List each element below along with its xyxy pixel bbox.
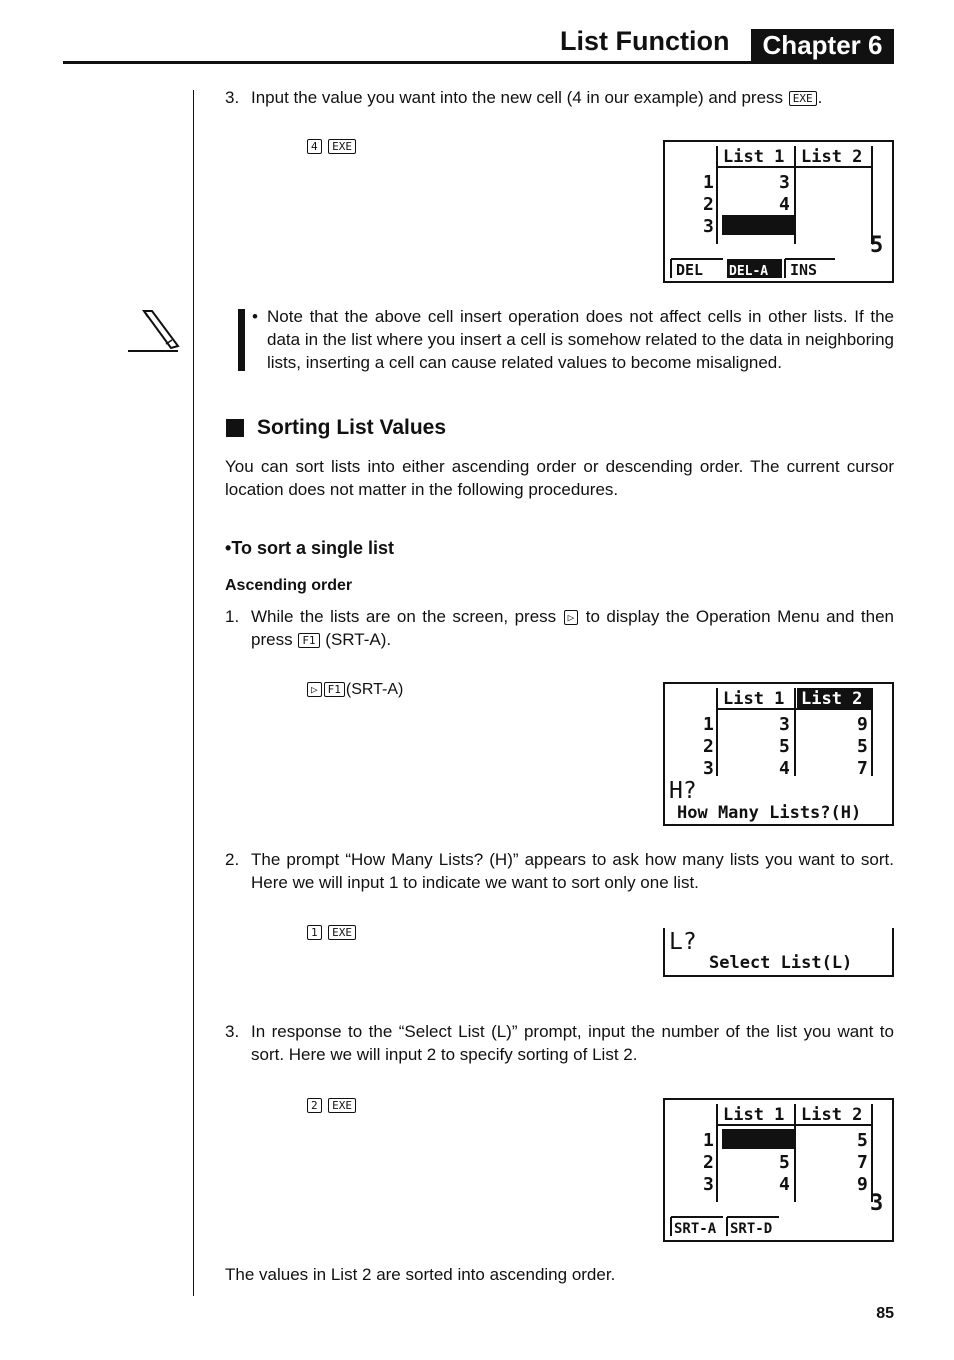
- cell-value: 5: [779, 736, 790, 757]
- exe-key-icon: EXE: [328, 139, 356, 154]
- prompt-message: Select List(L): [709, 953, 853, 973]
- page-number: 85: [876, 1305, 894, 1322]
- input-value: 3: [870, 1191, 884, 1216]
- calculator-screen-3: [663, 928, 894, 978]
- note-bullet: •: [252, 307, 258, 326]
- step-number: 3.: [225, 88, 240, 107]
- key-sequence: [306, 138, 357, 156]
- header-title: List Function: [560, 26, 730, 56]
- key-1-icon: 1: [307, 925, 322, 940]
- cell-value: 5: [779, 1152, 790, 1173]
- note-text: Note that the above cell insert operation does not affect cells in other lists. If the data in the list where you insert a cell is somehow related to the data in neighboring lists, inserting a cell can cause related values to become misaligned.: [267, 307, 894, 372]
- section-title: Sorting List Values: [257, 416, 447, 439]
- list-2-header: List 2: [801, 147, 863, 167]
- list-1-header: List 1: [723, 689, 785, 709]
- exe-key-icon: EXE: [789, 91, 817, 106]
- row-number: 3: [703, 1174, 714, 1195]
- row-number: 2: [703, 736, 714, 757]
- menu-del: DEL: [676, 261, 704, 279]
- step-number: 1.: [225, 607, 240, 626]
- exe-key-icon: EXE: [328, 925, 356, 940]
- chapter-badge: Chapter 6: [751, 29, 894, 63]
- cell-value: 4: [779, 758, 790, 779]
- cell-value: 9: [857, 1174, 868, 1195]
- key-sequence-label: (SRT-A): [345, 681, 404, 698]
- f1-key-icon: F1: [298, 633, 319, 648]
- row-number: 3: [703, 216, 714, 237]
- bullet-icon: •: [225, 538, 232, 558]
- exe-key-icon: EXE: [328, 1098, 356, 1113]
- prompt-message: How Many Lists?(H): [677, 803, 862, 823]
- key-sequence: [306, 924, 357, 942]
- prompt-text: H?: [669, 778, 697, 804]
- row-number: 2: [703, 1152, 714, 1173]
- row-number: 2: [703, 194, 714, 215]
- cell-value: 4: [779, 1174, 790, 1195]
- calculator-screen-4: [663, 1098, 894, 1242]
- step-text: [251, 605, 894, 651]
- menu-del-a: DEL-A: [729, 264, 769, 279]
- right-arrow-key-icon: ▷: [307, 682, 322, 697]
- step-text-part: (SRT-A).: [325, 630, 392, 649]
- step-text-part: While the lists are on the screen, press: [251, 607, 557, 626]
- subsection-title-text: To sort a single list: [231, 538, 395, 558]
- cell-cursor-highlight: [722, 1129, 794, 1149]
- calculator-screen-2: [663, 682, 894, 826]
- row-number: 3: [703, 758, 714, 779]
- list-1-header: List 1: [723, 147, 785, 167]
- cell-value: 4: [779, 194, 790, 215]
- section-intro: You can sort lists into either ascending order or descending order. The current cursor location does not matter in the following procedures.: [225, 457, 894, 499]
- calculator-screen-1: [663, 140, 894, 283]
- step-text-part: .: [817, 88, 823, 107]
- step-number: 3.: [225, 1022, 240, 1041]
- menu-ins: INS: [790, 261, 818, 279]
- f1-key-icon: F1: [324, 682, 345, 697]
- cell-cursor-highlight: [722, 215, 794, 235]
- list-2-header: List 2: [801, 1105, 863, 1125]
- subsubsection-title: Ascending order: [225, 577, 353, 594]
- closing-text: The values in List 2 are sorted into ascending order.: [225, 1265, 616, 1284]
- right-arrow-key-icon: ▷: [564, 610, 579, 625]
- key-4-icon: 4: [307, 139, 322, 154]
- step-text: In response to the “Select List (L)” prompt, input the number of the list you want to sort. Here we will input 2 to specify sorting of List 2.: [251, 1022, 894, 1064]
- menu-srt-a: SRT-A: [674, 1221, 717, 1237]
- step-text-part: Input the value you want into the new cell (4 in our example) and press: [251, 88, 784, 107]
- cell-value: 5: [857, 1130, 868, 1151]
- section-square-icon: [226, 419, 244, 437]
- cell-value: 9: [857, 714, 868, 735]
- step-text: [251, 86, 894, 109]
- cell-value: 7: [857, 758, 868, 779]
- list-1-header: List 1: [723, 1105, 785, 1125]
- cell-value: 3: [779, 714, 790, 735]
- list-2-header: List 2: [801, 689, 863, 709]
- key-sequence: [306, 681, 403, 699]
- header-rule: [63, 61, 894, 64]
- pencil-icon: [128, 308, 182, 359]
- subsection-title: [225, 538, 394, 559]
- row-number: 1: [703, 172, 714, 193]
- cell-value: 5: [857, 736, 868, 757]
- cell-value: 7: [857, 1152, 868, 1173]
- key-2-icon: 2: [307, 1098, 322, 1113]
- menu-srt-d: SRT-D: [730, 1221, 773, 1237]
- step-text: The prompt “How Many Lists? (H)” appears to ask how many lists you want to sort. Here we will input 1 to indicate we want to sort only one list.: [251, 850, 894, 892]
- prompt-text: L?: [669, 929, 697, 955]
- row-number: 1: [703, 714, 714, 735]
- step-number: 2.: [225, 850, 240, 869]
- note-bar: [238, 309, 245, 371]
- input-value: 5: [870, 233, 884, 258]
- cell-value: 3: [779, 172, 790, 193]
- key-sequence: [306, 1097, 357, 1115]
- row-number: 1: [703, 1130, 714, 1151]
- margin-rule: [193, 90, 194, 1296]
- step-text-part: to display the Operation Menu and then press: [251, 607, 894, 649]
